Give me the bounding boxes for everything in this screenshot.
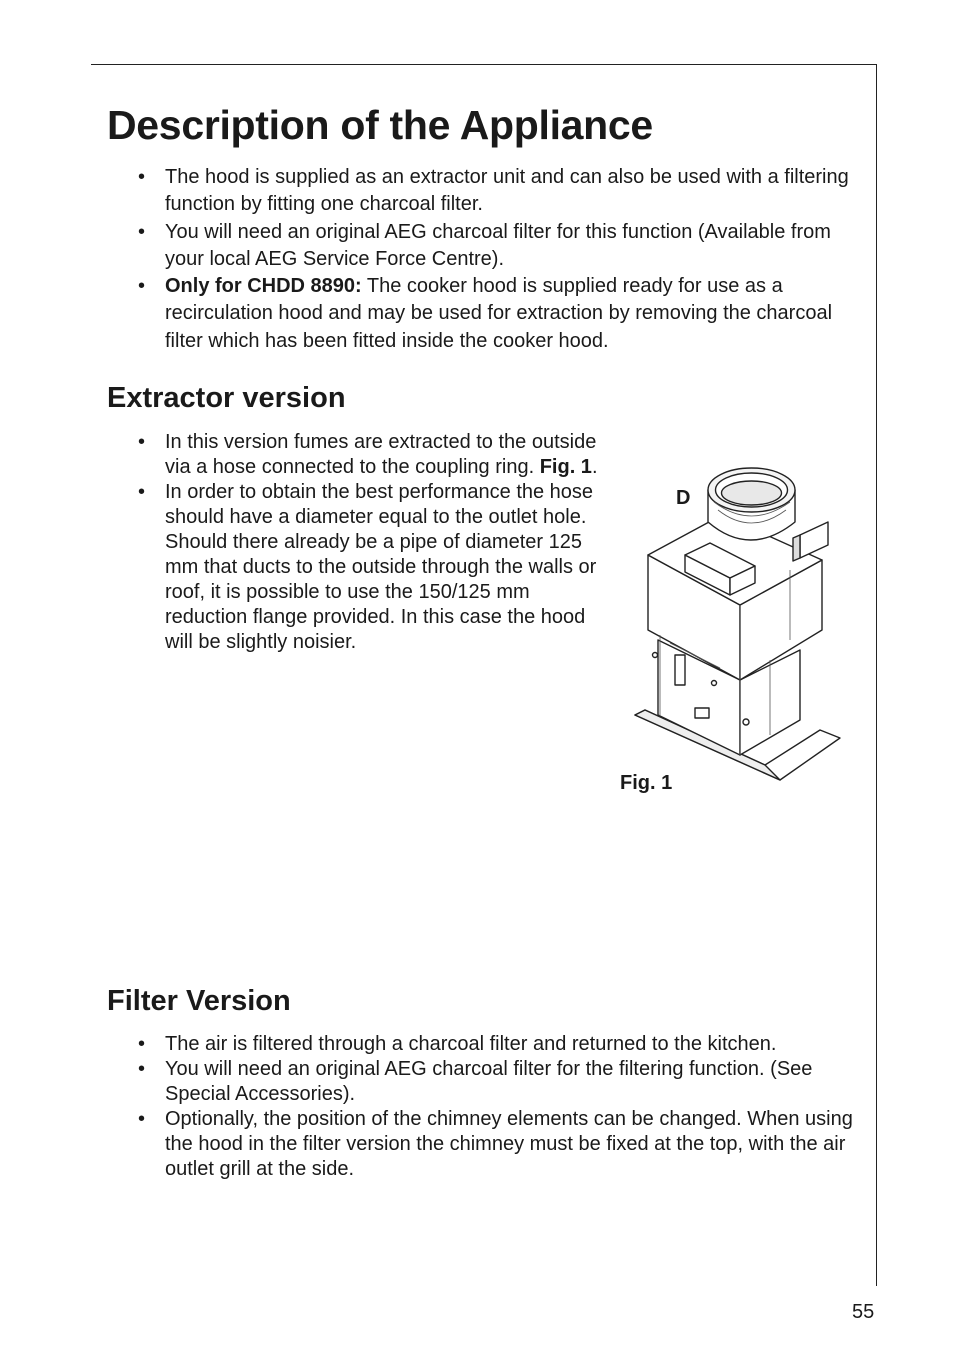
figure-label-d: D — [676, 487, 691, 509]
right-rule — [876, 64, 877, 1286]
filter-list — [138, 1032, 858, 1182]
list-item: • In order to obtain the best performance the hose should have a diameter equal to the outlet hole. Should there already be a pipe of diameter 125 mm that ducts to the outside through the walls or roof, it is possible to use the 150/125 mm reduction flange provided. In this case the hood will be slightly noisier. — [138, 481, 597, 653]
page-title: Description of the Appliance — [107, 102, 653, 148]
filter-heading: Filter Version — [107, 985, 291, 1017]
list-item: • Optionally, the position of the chimney elements can be changed. When using the hood in the filter version the chimney must be fixed at the top, with the air outlet grill at the side. — [138, 1108, 853, 1180]
top-rule — [91, 64, 877, 65]
page-number: 55 — [852, 1301, 875, 1323]
figure-caption: Fig. 1 — [620, 772, 673, 794]
extractor-heading: Extractor version — [107, 382, 346, 414]
list-item: • Only for CHDD 8890: The cooker hood is supplied ready for use as a recirculation hood and may be used for extraction by removing the charcoal filter which has been fitted inside the cooker hood. — [138, 275, 833, 352]
extractor-list — [138, 430, 608, 655]
figure-reference: Fig. 1 — [539, 456, 592, 478]
list-item: • You will need an original AEG charcoal filter for this function (Available from your local AEG Service Force Centre). — [138, 220, 831, 270]
list-item: • The hood is supplied as an extractor unit and can also be used with a filtering function by fitting one charcoal filter. — [138, 166, 849, 216]
list-item: • In this version fumes are extracted to the outside via a hose connected to the coupling ring. Fig. 1. — [138, 431, 598, 478]
intro-list — [138, 164, 858, 355]
cooker-hood-illustration — [630, 460, 850, 785]
list-item: • You will need an original AEG charcoal filter for the filtering function. (See Special Accessories). — [138, 1058, 813, 1105]
list-item: • The air is filtered through a charcoal filter and returned to the kitchen. — [138, 1033, 777, 1055]
model-note-label: Only for CHDD 8890: — [165, 275, 362, 298]
